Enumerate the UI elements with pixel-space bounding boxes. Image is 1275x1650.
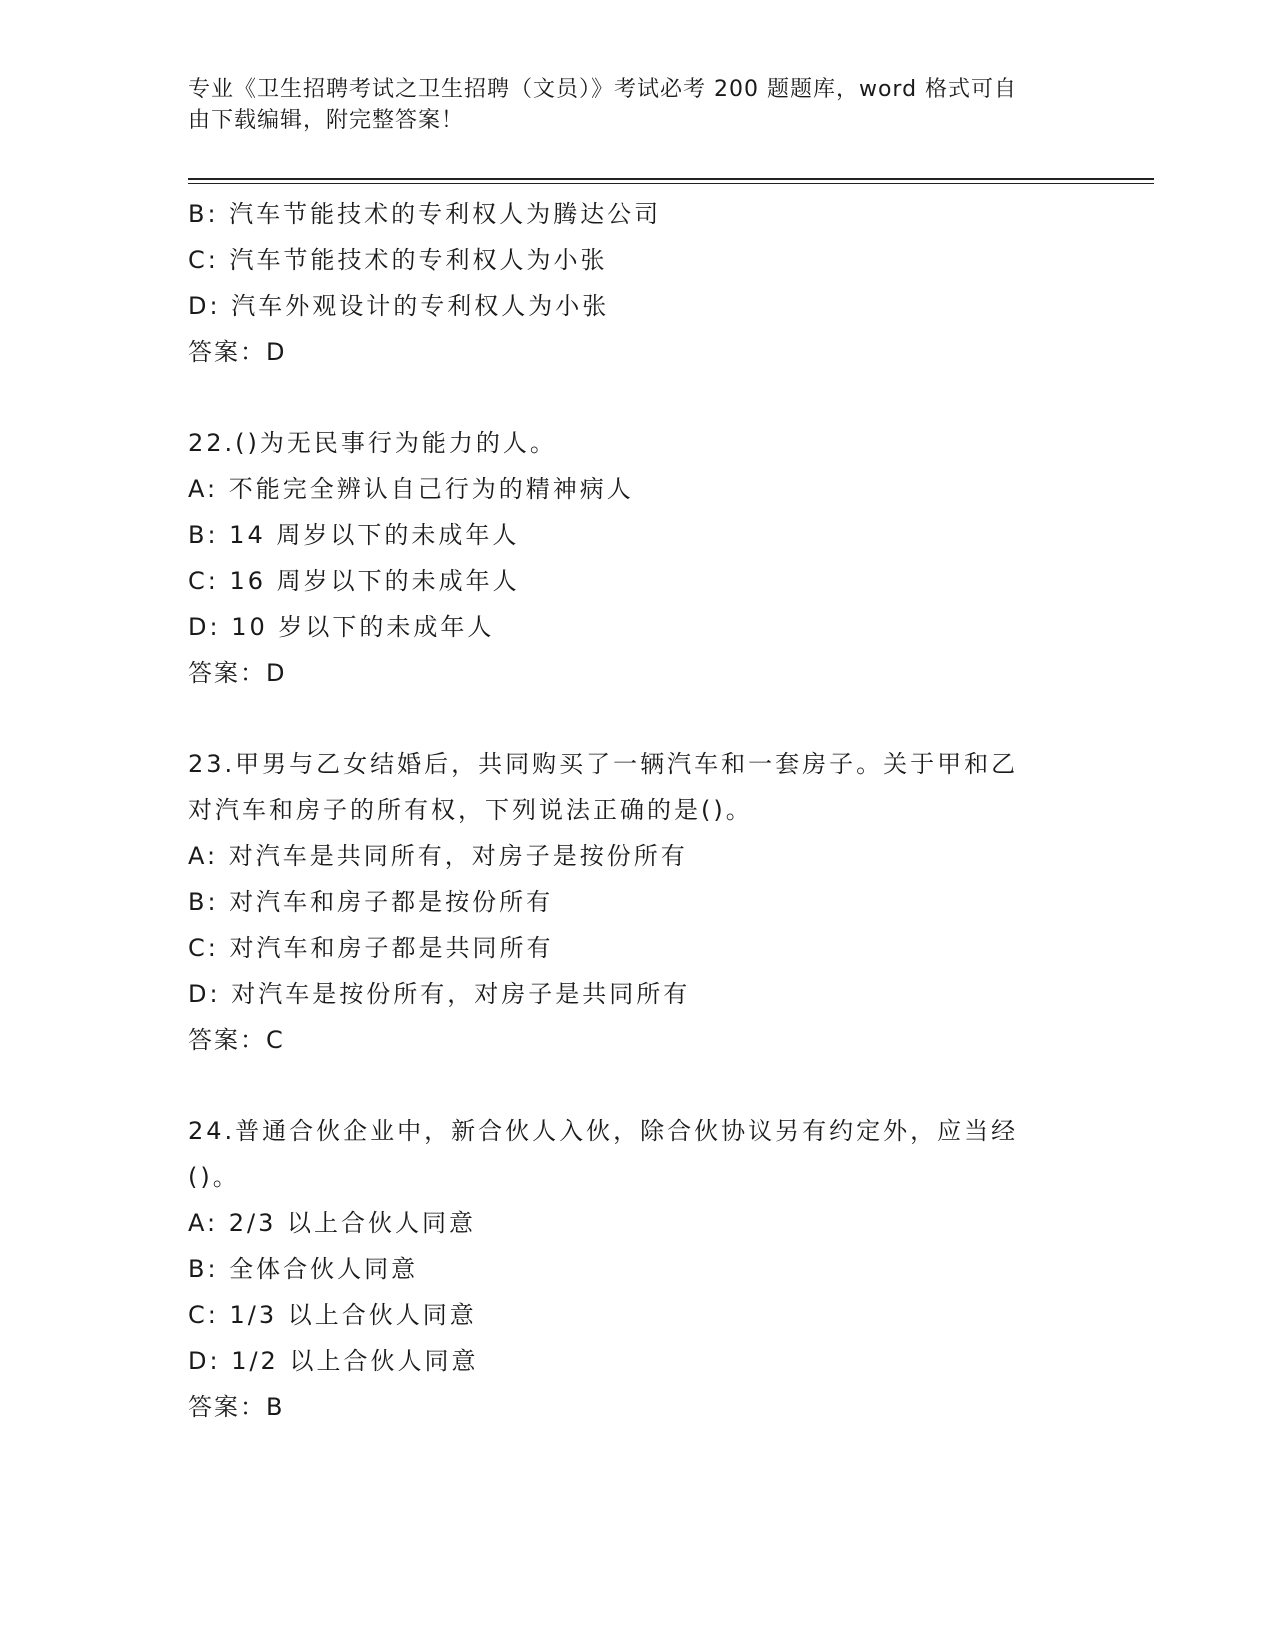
question-stem-continued: 对汽车和房子的所有权，下列说法正确的是()。 [188, 796, 753, 824]
header-line-1: 专业《卫生招聘考试之卫生招聘（文员）》考试必考 200 题题库，word 格式可自 [188, 77, 1018, 102]
question-list [188, 191, 1088, 1430]
header-divider-thick [188, 178, 1154, 180]
option-c: C: 汽车节能技术的专利权人为小张 [188, 246, 608, 274]
option-a: A: 对汽车是共同所有，对房子是按份所有 [188, 842, 688, 870]
header-divider-thin [188, 183, 1154, 184]
question-stem: 24.普通合伙企业中，新合伙人入伙，除合伙协议另有约定外，应当经 [188, 1117, 1019, 1145]
option-b: B: 汽车节能技术的专利权人为腾达公司 [188, 200, 662, 228]
question-23 [188, 741, 1088, 1063]
option-d: D: 对汽车是按份所有，对房子是共同所有 [188, 980, 691, 1008]
answer: 答案：B [188, 1393, 285, 1421]
answer: 答案：C [188, 1026, 285, 1054]
question-21 [188, 191, 1088, 375]
option-d: D: 1/2 以上合伙人同意 [188, 1347, 479, 1375]
answer: 答案：D [188, 338, 287, 366]
option-c: C: 1/3 以上合伙人同意 [188, 1301, 477, 1329]
option-a: A: 2/3 以上合伙人同意 [188, 1209, 476, 1237]
option-d: D: 10 岁以下的未成年人 [188, 613, 495, 641]
answer: 答案：D [188, 659, 287, 687]
document-header [188, 74, 1068, 136]
option-c: C: 16 周岁以下的未成年人 [188, 567, 520, 595]
question-24 [188, 1108, 1088, 1430]
option-b: B: 对汽车和房子都是按份所有 [188, 888, 554, 916]
option-d: D: 汽车外观设计的专利权人为小张 [188, 292, 610, 320]
option-b: B: 全体合伙人同意 [188, 1255, 419, 1283]
question-stem-continued: ()。 [188, 1163, 240, 1191]
question-stem: 22.()为无民事行为能力的人。 [188, 429, 557, 457]
question-stem: 23.甲男与乙女结婚后，共同购买了一辆汽车和一套房子。关于甲和乙 [188, 750, 1019, 778]
header-line-2: 由下载编辑，附完整答案！ [188, 108, 465, 133]
option-b: B: 14 周岁以下的未成年人 [188, 521, 520, 549]
option-a: A: 不能完全辨认自己行为的精神病人 [188, 475, 634, 503]
option-c: C: 对汽车和房子都是共同所有 [188, 934, 554, 962]
question-22 [188, 420, 1088, 696]
